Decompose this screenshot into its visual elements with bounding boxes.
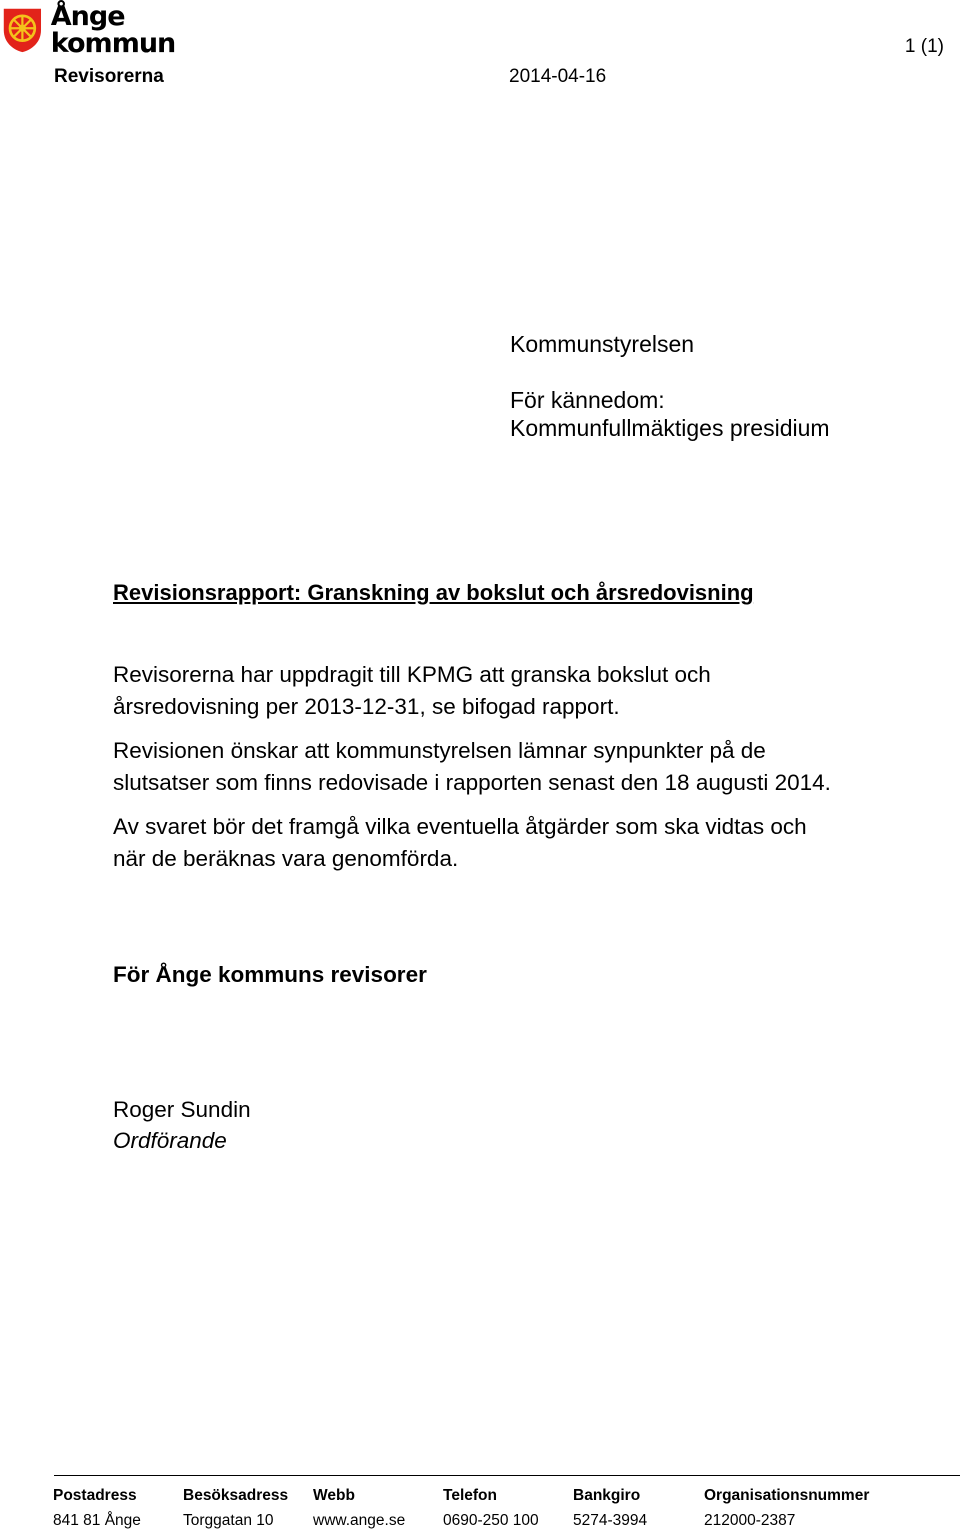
- footer-value: 212000-2387: [704, 1512, 796, 1529]
- footer-web: [313, 1483, 405, 1533]
- page-number: 1 (1): [904, 36, 944, 57]
- footer-value: 841 81 Ånge: [53, 1512, 141, 1529]
- coat-of-arms-icon: [2, 4, 43, 56]
- footer-orgnr: [704, 1483, 869, 1533]
- footer-value: www.ange.se: [313, 1512, 406, 1529]
- footer-label: Webb: [313, 1487, 355, 1504]
- paragraph: Revisionen önskar att kommunstyrelsen lämnar synpunkter på de slutsatser som finns redovisade i rapporten senast den 18 augusti 2014.: [113, 738, 831, 795]
- footer-value: 5274-3994: [573, 1512, 648, 1529]
- body-text: [113, 659, 833, 887]
- recipient-primary: Kommunstyrelsen: [510, 331, 695, 357]
- header-date: 2014-04-16: [509, 66, 607, 87]
- footer-value: Torggatan 10: [183, 1512, 274, 1529]
- header-org: Revisorerna: [54, 66, 164, 87]
- footer-label: Postadress: [53, 1487, 137, 1504]
- logo: [2, 1, 234, 59]
- recipients: [510, 330, 830, 442]
- footer-label: Bankgiro: [573, 1487, 641, 1504]
- signature: [113, 1094, 251, 1156]
- footer-label: Besöksadress: [183, 1487, 289, 1504]
- footer-value: 0690-250 100: [443, 1512, 539, 1529]
- footer-phone: [443, 1483, 539, 1533]
- footer-label: Organisationsnummer: [704, 1487, 870, 1504]
- paragraph: Revisorerna har uppdragit till KPMG att granska bokslut och årsredovisning per 2013-12-31, se bifogad rapport.: [113, 662, 711, 719]
- recipient-cc-label: För kännedom:: [510, 387, 665, 413]
- logo-text: Ånge kommun: [50, 1, 176, 59]
- paragraph: Av svaret bör det framgå vilka eventuella åtgärder som ska vidtas och när de beräknas vara genomförda.: [113, 814, 807, 871]
- document-title: Revisionsrapport: Granskning av bokslut och årsredovisning: [113, 580, 754, 605]
- footer-bankgiro: [573, 1483, 647, 1533]
- signature-name: Roger Sundin: [113, 1097, 251, 1122]
- footer-divider: [54, 1475, 960, 1476]
- signature-role: Ordförande: [113, 1128, 227, 1153]
- footer-postal: [53, 1483, 141, 1533]
- footer-visit: [183, 1483, 288, 1533]
- recipient-cc: Kommunfullmäktiges presidium: [510, 415, 830, 441]
- signature-org: För Ånge kommuns revisorer: [113, 962, 427, 987]
- footer-label: Telefon: [443, 1487, 497, 1504]
